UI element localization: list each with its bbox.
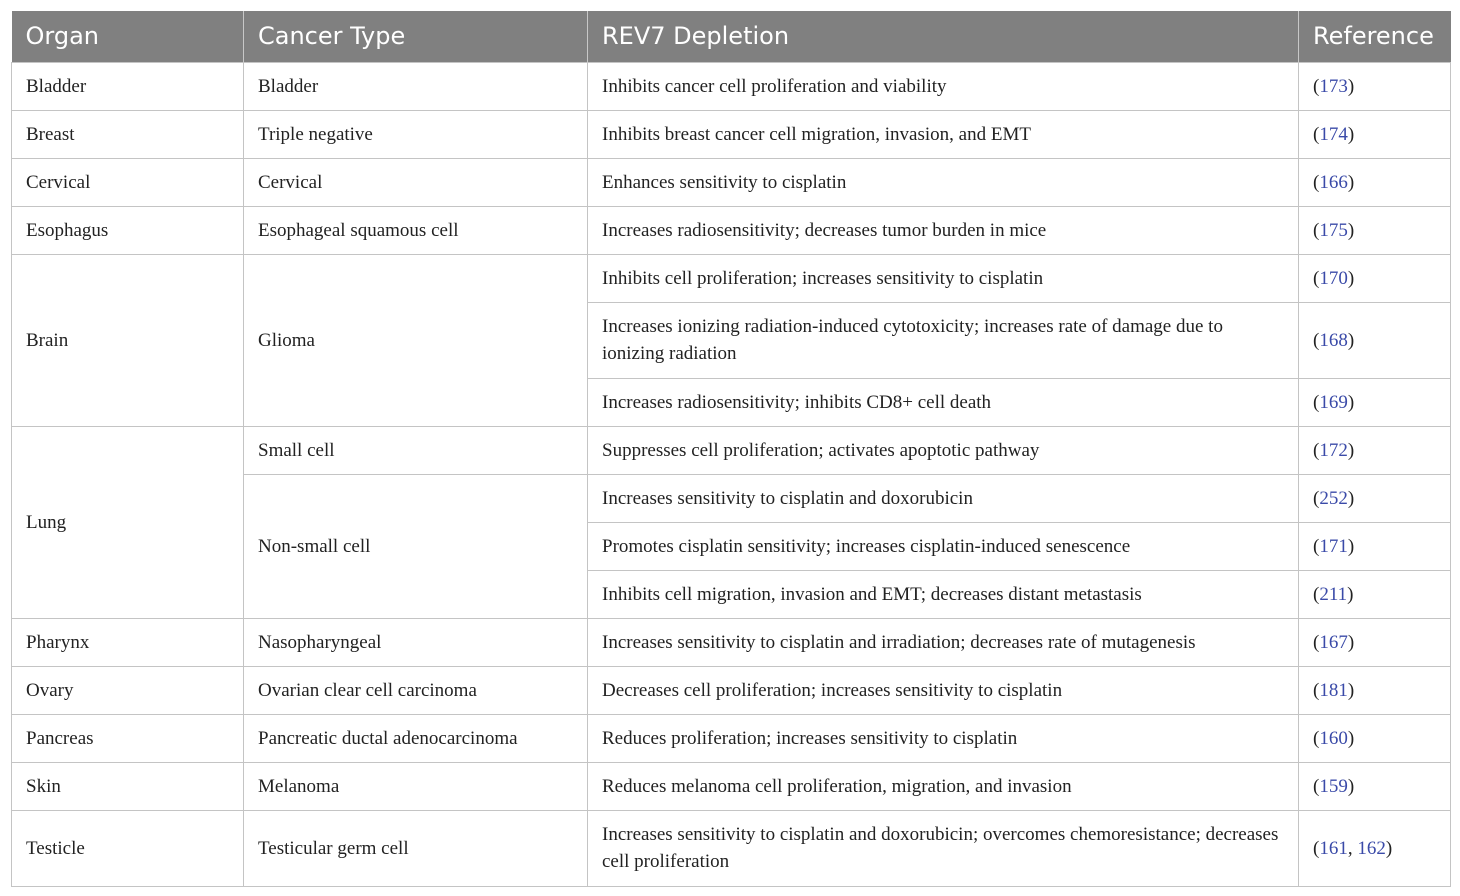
cancer-type-cell: Ovarian clear cell carcinoma [244,666,588,714]
cancer-type-cell: Triple negative [244,110,588,158]
reference-link[interactable]: 181 [1319,679,1348,701]
reference-link[interactable]: 166 [1319,171,1348,193]
organ-cell: Testicle [12,810,244,886]
reference-cell: (170) [1299,254,1451,302]
cancer-type-cell: Nasopharyngeal [244,618,588,666]
effect-cell: Increases sensitivity to cisplatin and doxorubicin [588,474,1299,522]
reference-link[interactable]: 170 [1319,267,1348,289]
reference-cell: (211) [1299,570,1451,618]
reference-link[interactable]: 211 [1319,583,1348,605]
reference-cell: (166) [1299,158,1451,206]
table-row [12,110,1451,158]
reference-cell: (159) [1299,762,1451,810]
effect-cell: Inhibits cell proliferation; increases sensitivity to cisplatin [588,254,1299,302]
organ-cell: Brain [12,254,244,426]
cancer-type-cell: Glioma [244,254,588,426]
table-row [12,426,1451,474]
table-row [12,762,1451,810]
reference-cell: (175) [1299,206,1451,254]
table-row [12,158,1451,206]
organ-cell: Pharynx [12,618,244,666]
organ-cell: Esophagus [12,206,244,254]
cancer-type-cell: Cervical [244,158,588,206]
effect-cell: Reduces melanoma cell proliferation, migration, and invasion [588,762,1299,810]
reference-link[interactable]: 168 [1319,329,1348,351]
header-row [12,11,1451,62]
effect-cell: Increases sensitivity to cisplatin and irradiation; decreases rate of mutagenesis [588,618,1299,666]
reference-link[interactable]: 162 [1357,837,1386,859]
cancer-type-cell: Bladder [244,62,588,110]
reference-link[interactable]: 173 [1319,75,1348,97]
effect-cell: Inhibits breast cancer cell migration, invasion, and EMT [588,110,1299,158]
cancer-type-cell: Esophageal squamous cell [244,206,588,254]
table-row [12,618,1451,666]
reference-link[interactable]: 160 [1319,727,1348,749]
header-cancer-type: Cancer Type [244,11,588,62]
header-organ: Organ [12,11,244,62]
organ-cell: Cervical [12,158,244,206]
effect-cell: Increases radiosensitivity; decreases tumor burden in mice [588,206,1299,254]
reference-link[interactable]: 174 [1319,123,1348,145]
table-row [12,666,1451,714]
header-rev7-depletion: REV7 Depletion [588,11,1299,62]
table-row [12,714,1451,762]
reference-cell: (160) [1299,714,1451,762]
cancer-type-cell: Small cell [244,426,588,474]
reference-cell: (172) [1299,426,1451,474]
table-row [12,206,1451,254]
effect-cell: Inhibits cancer cell proliferation and viability [588,62,1299,110]
reference-cell: (174) [1299,110,1451,158]
reference-cell: (181) [1299,666,1451,714]
reference-cell: (168) [1299,302,1451,378]
effect-cell: Increases radiosensitivity; inhibits CD8+ cell death [588,378,1299,426]
effect-cell: Promotes cisplatin sensitivity; increases cisplatin-induced senescence [588,522,1299,570]
reference-cell: (169) [1299,378,1451,426]
reference-link[interactable]: 167 [1319,631,1348,653]
header-reference: Reference [1299,11,1451,62]
organ-cell: Lung [12,426,244,618]
effect-cell: Inhibits cell migration, invasion and EMT; decreases distant metastasis [588,570,1299,618]
reference-link[interactable]: 161 [1319,837,1348,859]
reference-link[interactable]: 252 [1319,487,1348,509]
effect-cell: Increases sensitivity to cisplatin and doxorubicin; overcomes chemoresistance; decreases cell proliferation [588,810,1299,886]
table-row [12,254,1451,302]
reference-cell: (252) [1299,474,1451,522]
effect-cell: Reduces proliferation; increases sensitivity to cisplatin [588,714,1299,762]
reference-cell: (171) [1299,522,1451,570]
reference-cell: (173) [1299,62,1451,110]
organ-cell: Ovary [12,666,244,714]
reference-link[interactable]: 175 [1319,219,1348,241]
reference-link[interactable]: 169 [1319,391,1348,413]
organ-cell: Pancreas [12,714,244,762]
table-row [12,810,1451,886]
effect-cell: Enhances sensitivity to cisplatin [588,158,1299,206]
organ-cell: Bladder [12,62,244,110]
reference-cell: (167) [1299,618,1451,666]
cancer-type-cell: Testicular germ cell [244,810,588,886]
cancer-type-cell: Pancreatic ductal adenocarcinoma [244,714,588,762]
cancer-type-cell: Non-small cell [244,474,588,618]
effect-cell: Decreases cell proliferation; increases sensitivity to cisplatin [588,666,1299,714]
organ-cell: Breast [12,110,244,158]
reference-link[interactable]: 171 [1319,535,1348,557]
organ-cell: Skin [12,762,244,810]
effect-cell: Increases ionizing radiation-induced cytotoxicity; increases rate of damage due to ionizing radiation [588,302,1299,378]
rev7-depletion-table [11,11,1451,887]
table-row [12,62,1451,110]
reference-cell: (161, 162) [1299,810,1451,886]
cancer-type-cell: Melanoma [244,762,588,810]
reference-link[interactable]: 172 [1319,439,1348,461]
effect-cell: Suppresses cell proliferation; activates apoptotic pathway [588,426,1299,474]
reference-link[interactable]: 159 [1319,775,1348,797]
